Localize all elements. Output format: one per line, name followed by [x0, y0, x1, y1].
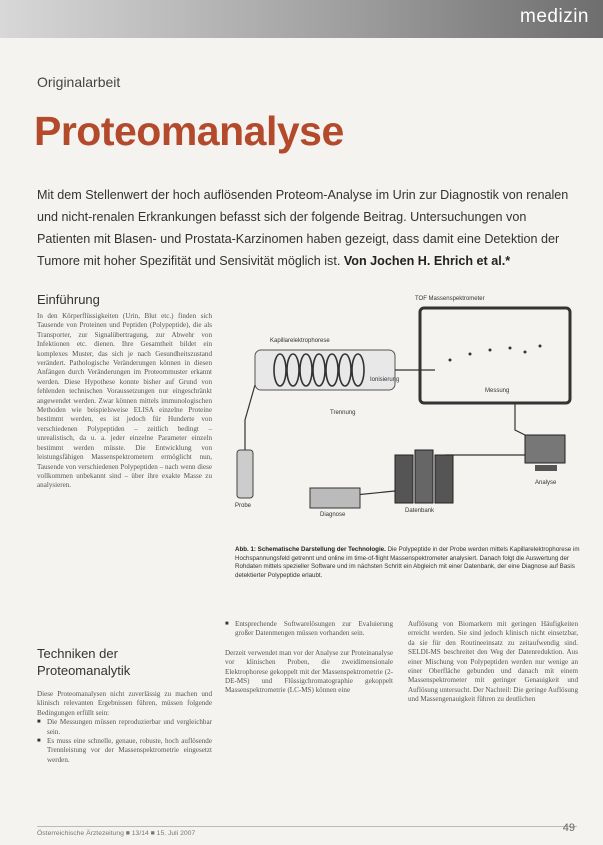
label-separation: Trennung [330, 410, 356, 416]
diagnosis-printer [310, 488, 360, 508]
label-analysis: Analyse [535, 480, 557, 486]
intro-paragraph: In den Körperflüssigkeiten (Urin, Blut etc.) finden sich Tausende von Proteinen und Peptiden (Polypeptide), die als Transporter, zur Signalübertragung, zur Abwehr von Infektionen etc. dienen. Ihre Gesamtheit bildet ein komplexes Muster, das sich je nach Gesundheitszustand verändert. Pathologische Veränderungen können in diesen Anfängen durch Veränderungen im Proteommuster erkannt werden. Diese Hypothese konnte bisher auf Grund von fehlenden technischen Voraussetzungen nur eingeschränkt angewendet werden. Zwar können mittels immunologischen Methoden wie beispielsweise ELISA einzelne Proteine bestimmt werden, es ist jedoch für Hunderte von verschiedenen Polypeptiden – zeitlich bedingt – unrealistisch, da u. a. jeder einzelne Parameter einzeln bestimmt werden müsste. Die Entwicklung von leistungsfähigen Massenspektrometern ermöglicht nun, Tausende von verschiedenen Polypeptiden – nach wenn diese vollkommen unbekannt sind – über ihre exakte Masse zu analysieren. [37, 312, 212, 490]
lead-text: Mit dem Stellenwert der hoch auflösenden Proteom-Analyse im Urin zur Diagnostik von renalen und nicht-renalen Erkrankungen befasst sich der folgende Beitrag. Untersuchungen von Patienten mit Blasen- und Prostata-Karzinomen haben gezeigt, dass damit eine Detektion der Tumore mit hoher Spezifität und Sensivität möglich ist. [37, 188, 569, 268]
label-diagnosis: Diagnose [320, 512, 346, 518]
ion-particles [449, 345, 542, 362]
tech-bullet-list [37, 718, 212, 765]
middle-paragraph: Derzeit verwendet man vor der Analyse zur Proteinanalyse vor klinischen Proben, die zweidimensionale Elektrophorese gekoppelt mit der Massenspektrometrie (2-DE-MS) und Flüssigchromatographie gekoppelt Massenspektrometrie (LC-MS) können eine [225, 648, 393, 695]
label-capillary: Kapillarelektrophorese [270, 338, 330, 344]
label-tof: TOF Massenspektrometer [415, 296, 485, 302]
middle-bullet-list [225, 620, 393, 639]
middle-column [225, 620, 393, 696]
right-paragraph: Auflösung von Biomarkern mit geringen Häufigkeiten erreicht werden. Sie sind jedoch klinisch nicht einsetzbar, da sie für den Routineeinsatz zu zeitaufwendig sind. SELDI-MS beschreitet den Weg der Datenreduktion. Aus einer Mischung von Polypeptiden werden nur wenige an einer Oberfläche gebunden und danach mit einem Massenspektrometer mit geringer Genauigkeit und Auflösung untersucht. Der Nachteil: Die geringe Auflösung und Massengenauigkeit führen zu deutlichen [408, 620, 578, 704]
label-measurement: Messung [485, 388, 510, 394]
label-ionisation: Ionisierung [370, 377, 400, 383]
list-item: ■ Es muss eine schnelle, genaue, robuste, hoch auflösende Trennleistung vor der Massenspektrometrie eingesetzt werden. [37, 737, 212, 765]
page-number: 49 [562, 822, 575, 834]
intro-heading: Einführung [37, 292, 100, 307]
probe-cable [245, 385, 255, 450]
caption-text: Die Polypeptide in der Probe werden mittels Kapillarelektrophorese im Hochspannungsfeld getrennt und online im time-of-flight Massenspektrometer analysiert. Danach folgt die Auswertung der Rohdaten mittels spezieller Software und im nächsten Schritt ein Abgleich mit einer Datenbank, der eine Diagnose auf Basis detektierter Polypeptide erlaubt. [235, 546, 580, 579]
analysis-monitor [525, 435, 565, 463]
rubric-label: medizin [520, 6, 589, 27]
header-band [0, 0, 603, 38]
tech-column [37, 690, 212, 765]
right-column [408, 620, 578, 705]
tech-heading: Techniken der Proteomanalytik [37, 646, 131, 678]
caption-title: Abb. 1: Schematische Darstellung der Technologie. [235, 546, 386, 553]
list-item: ■ Entsprechende Softwarelösungen zur Evaluierung großer Datenmengen müssen vorhanden sein. [225, 620, 393, 639]
article-kicker: Originalarbeit [37, 74, 121, 90]
label-probe: Probe [235, 503, 252, 509]
article-title: Proteomanalyse [34, 108, 344, 154]
footer-journal: Österreichische Ärztezeitung ■ 13/14 ■ 15. Juli 2007 [37, 830, 196, 837]
list-item: ■ Die Messungen müssen reproduzierbar und vergleichbar sein. [37, 718, 212, 737]
label-database: Datenbank [405, 508, 435, 514]
database-servers [395, 450, 453, 503]
intro-column [37, 312, 212, 491]
tech-paragraph: Diese Proteomanalysen nicht zuverlässig zu machen und klinisch relevanten Ergebnissen führen, müssen folgende Bedingungen erfüllt sein: [37, 690, 212, 717]
article-lead [37, 184, 577, 272]
figure-caption [235, 546, 580, 580]
technology-diagram [235, 290, 580, 535]
analysis-keyboard [535, 465, 557, 471]
footer-rule [37, 826, 577, 827]
analysis-cable [515, 403, 535, 440]
technology-figure [235, 290, 580, 535]
author-line: Von Jochen H. Ehrich et al.* [343, 254, 511, 268]
probe-vial [237, 450, 253, 498]
